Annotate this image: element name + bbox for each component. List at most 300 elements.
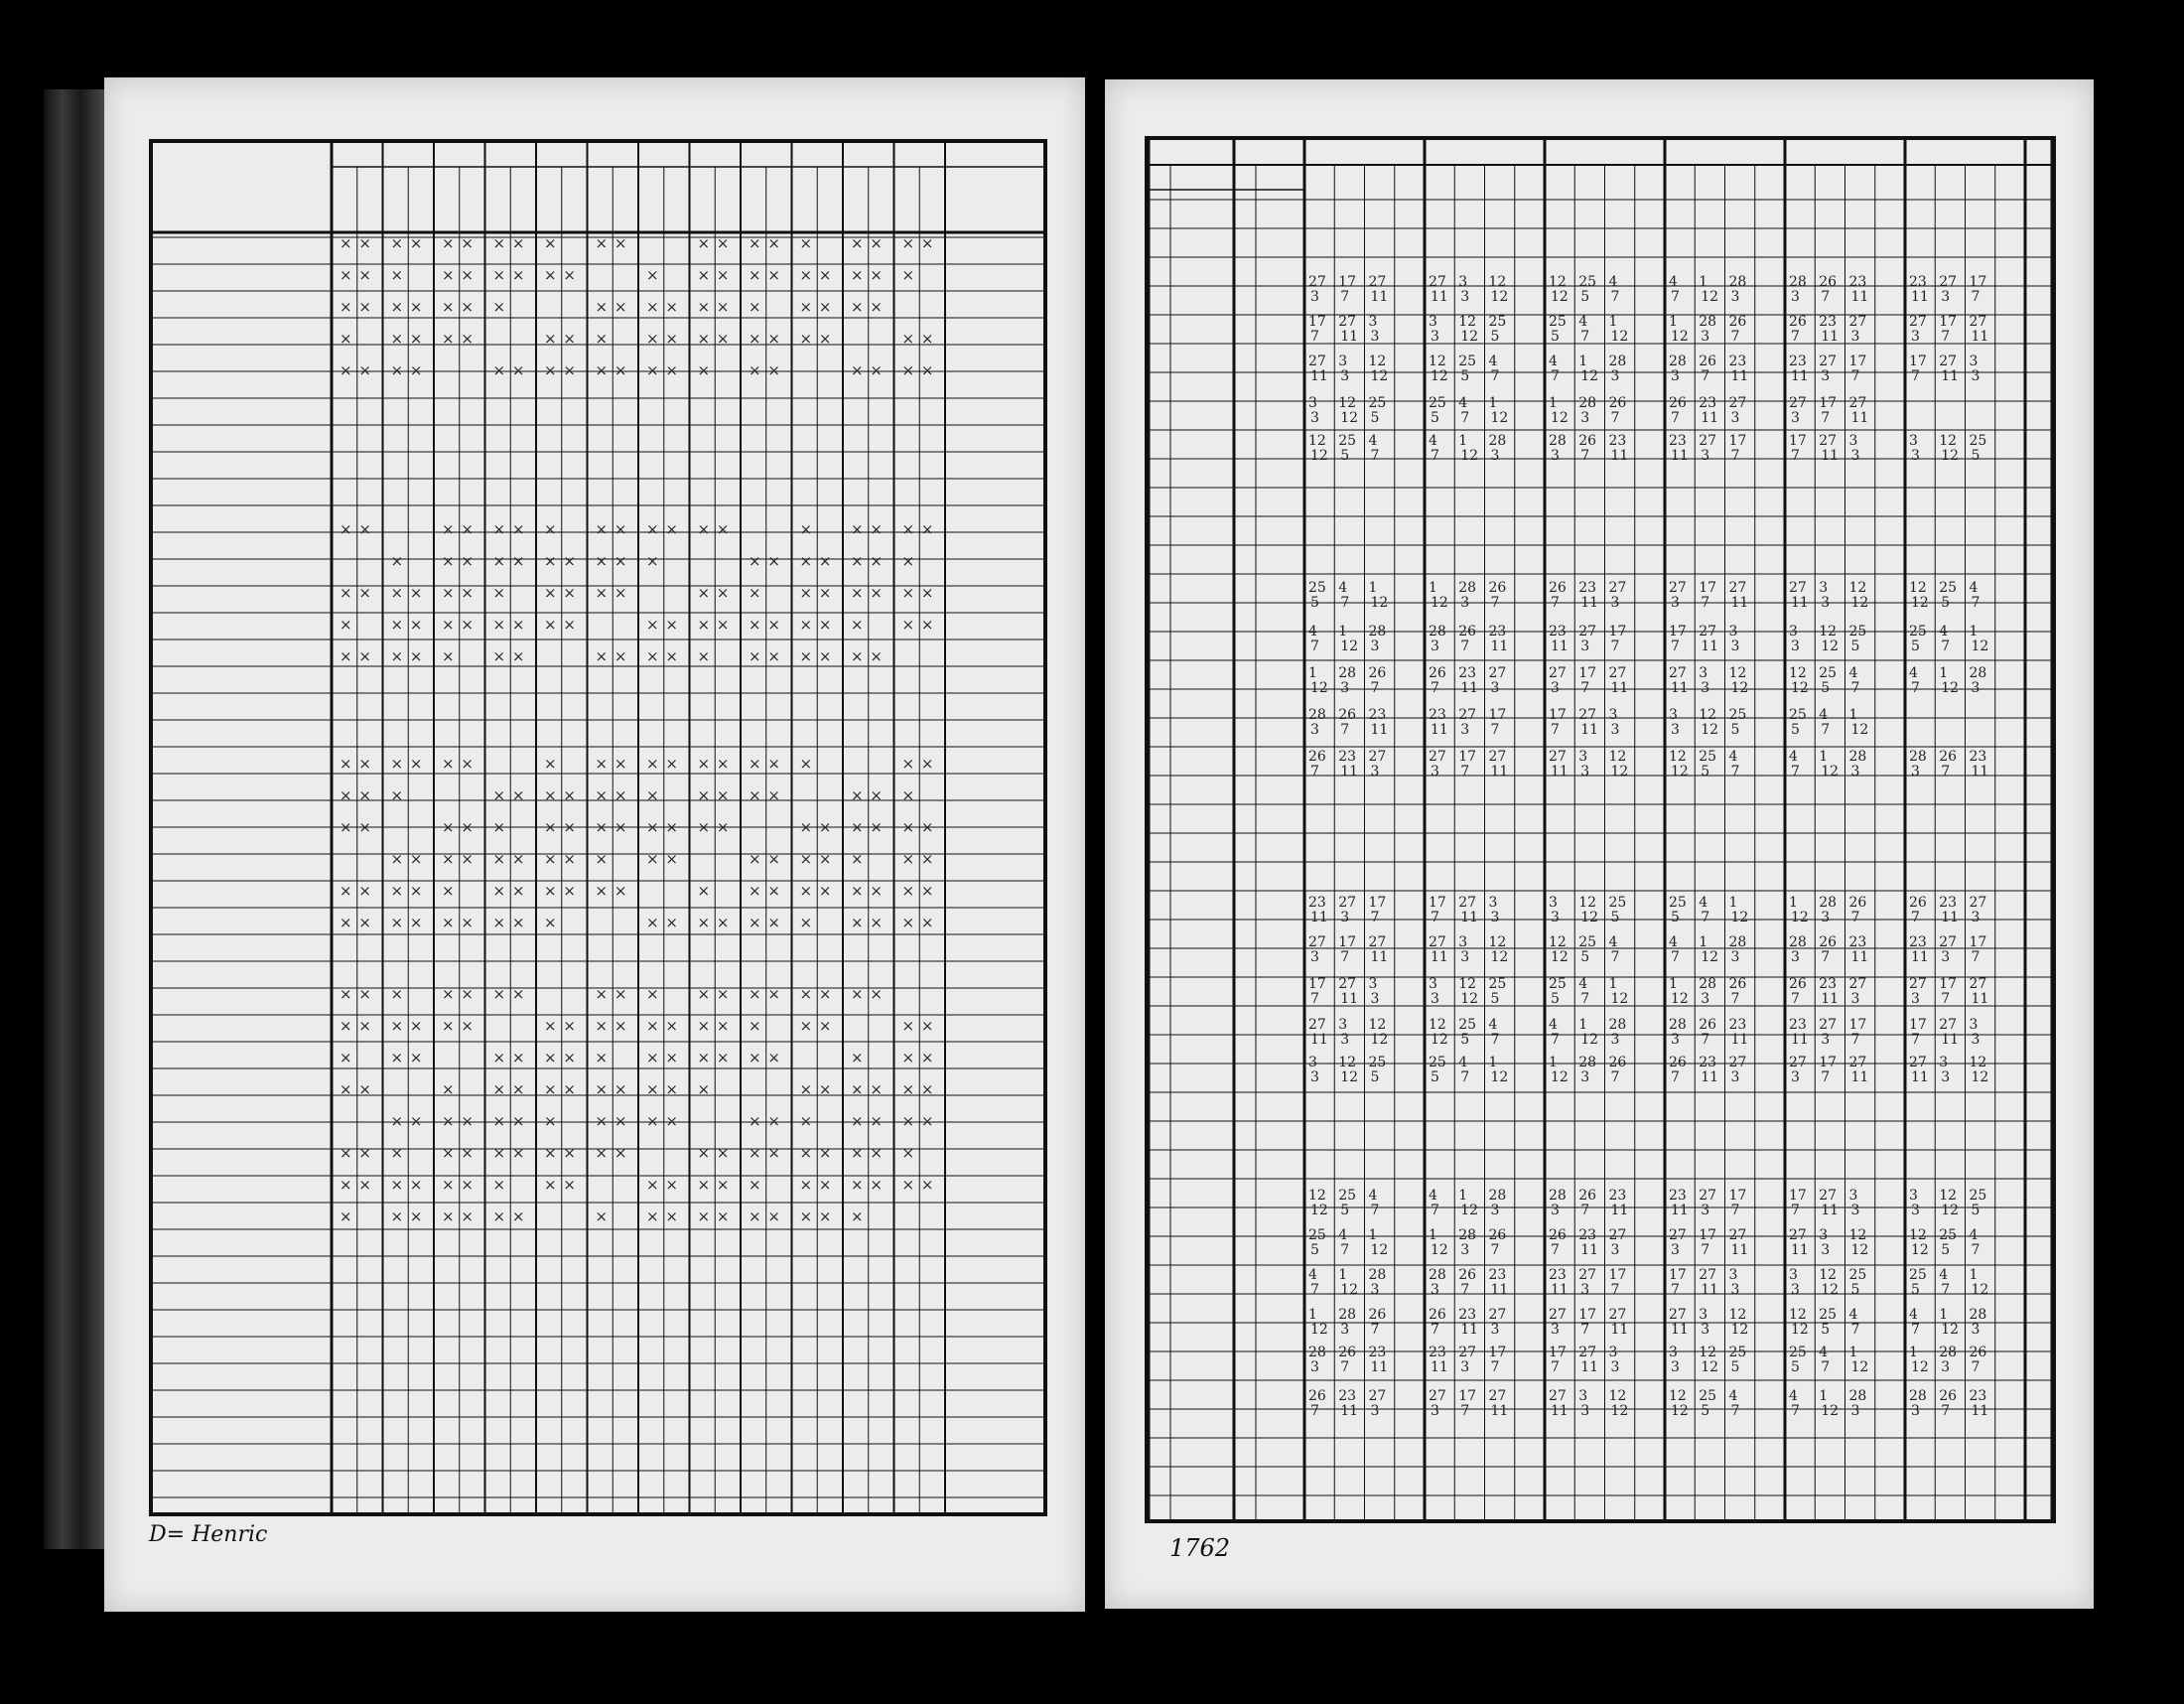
ledger-number: 7 (1850, 368, 1860, 384)
ledger-number: 23 (1669, 1188, 1687, 1204)
ledger-number: 3 (1821, 1032, 1831, 1048)
ledger-number: 12 (1551, 949, 1569, 965)
tally-mark: × × (749, 1144, 781, 1162)
ledger-number: 11 (1821, 1203, 1840, 1218)
ledger-number: 17 (1368, 895, 1387, 911)
ledger-number: 27 (1848, 395, 1867, 411)
ledger-number: 3 (1821, 1242, 1831, 1258)
ledger-number: 11 (1431, 949, 1448, 965)
ledger-number: 12 (1608, 749, 1627, 765)
ledger-number: 3 (1791, 1282, 1800, 1298)
ledger-number: 3 (1728, 1267, 1738, 1283)
ledger-number: 3 (1730, 410, 1740, 426)
ledger-number: 4 (1458, 395, 1468, 411)
ledger-number: 1 (1699, 274, 1708, 290)
tally-mark: ⨯ ⨯ (749, 1207, 781, 1225)
ledger-number: 12 (1338, 395, 1357, 411)
ledger-number: 26 (1909, 895, 1927, 911)
ledger-number: 23 (1728, 354, 1747, 369)
ledger-number: 3 (1911, 764, 1920, 780)
ledger-number: 12 (1941, 680, 1960, 696)
ledger-number: 7 (1340, 1242, 1350, 1258)
tally-mark: × ⨯ (799, 616, 833, 634)
ledger-number: 7 (1580, 991, 1590, 1007)
ledger-number: 3 (1819, 1227, 1829, 1243)
tally-mark: × ⨯ (799, 330, 833, 348)
ledger-number: 4 (1789, 1388, 1798, 1404)
tally-mark: × ⨯ (492, 1112, 526, 1130)
ledger-number: 1 (1549, 395, 1558, 411)
ledger-number: 25 (1608, 895, 1627, 911)
ledger-number: 5 (1310, 595, 1319, 611)
ledger-number: 27 (1728, 580, 1747, 596)
tally-mark: × × (492, 985, 526, 1003)
ledger-number: 17 (1608, 1267, 1627, 1283)
ledger-number: 11 (1730, 1242, 1749, 1258)
ledger-number: 12 (1431, 1242, 1448, 1258)
ledger-number: 11 (1971, 329, 1989, 345)
ledger-number: 3 (1610, 722, 1620, 738)
ledger-number: 3 (1909, 1188, 1918, 1204)
ledger-number: 7 (1850, 680, 1860, 696)
ledger-number: 12 (1909, 580, 1927, 596)
ledger-number: 11 (1701, 1069, 1719, 1085)
ledger-number: 28 (1458, 1227, 1477, 1243)
ledger-number: 1 (1909, 1345, 1918, 1360)
ledger-number: 4 (1549, 1017, 1558, 1033)
ledger-number: 3 (1821, 368, 1831, 384)
ledger-number: 7 (1671, 1282, 1680, 1298)
ledger-number: 27 (1789, 1055, 1807, 1070)
ledger-number: 7 (1580, 1322, 1590, 1338)
tally-mark: × × (595, 818, 628, 836)
tally-mark: × × (595, 1017, 628, 1035)
ledger-number: 7 (1431, 448, 1439, 464)
ledger-number: 28 (1789, 934, 1807, 950)
ledger-number: 7 (1370, 1203, 1380, 1218)
ledger-number: 27 (1578, 1267, 1597, 1283)
ledger-number: 11 (1580, 1359, 1599, 1375)
ledger-number: 7 (1340, 949, 1350, 965)
tally-mark: × ⨯ (595, 985, 628, 1003)
ledger-number: 7 (1580, 1203, 1590, 1218)
ledger-number: 7 (1370, 448, 1380, 464)
ledger-number: 12 (1338, 1055, 1357, 1070)
ledger-number: 7 (1580, 329, 1590, 345)
ledger-number: 1 (1848, 707, 1858, 723)
ledger-number: 25 (1939, 1227, 1958, 1243)
ledger-number: 25 (1699, 1388, 1717, 1404)
ledger-number: 23 (1458, 1307, 1477, 1323)
ledger-number: 25 (1969, 433, 1987, 449)
ledger-number: 23 (1608, 1188, 1627, 1204)
tally-mark: × ⨯ (442, 1017, 475, 1035)
ledger-number: 11 (1671, 448, 1689, 464)
ledger-number: 11 (1730, 1032, 1749, 1048)
ledger-number: 3 (1610, 368, 1620, 384)
ledger-number: 3 (1310, 949, 1319, 965)
tally-mark: ⨯ (901, 1144, 916, 1162)
ledger-number: 26 (1429, 1307, 1446, 1323)
ledger-number: 17 (1848, 1017, 1867, 1033)
ledger-number: 4 (1308, 624, 1317, 639)
ledger-number: 12 (1549, 934, 1567, 950)
ledger-number: 3 (1730, 639, 1740, 654)
ledger-number: 3 (1431, 764, 1439, 780)
ledger-number: 7 (1701, 910, 1710, 925)
ledger-number: 3 (1850, 448, 1860, 464)
tally-mark: × ⨯ (697, 818, 731, 836)
ledger-number: 23 (1939, 895, 1958, 911)
ledger-number: 4 (1488, 354, 1498, 369)
tally-mark: ⨯ (749, 1017, 762, 1035)
ledger-number: 26 (1939, 1388, 1958, 1404)
tally-mark: × × (442, 985, 475, 1003)
tally-mark: × ⨯ (901, 1080, 935, 1098)
ledger-number: 3 (1370, 329, 1380, 345)
ledger-number: 3 (1911, 329, 1920, 345)
ledger-number: 7 (1971, 949, 1980, 965)
ledger-number: 3 (1549, 895, 1558, 911)
tally-mark: × × (340, 520, 372, 538)
tally-mark: × × (340, 234, 372, 252)
ledger-number: 3 (1730, 1282, 1740, 1298)
ledger-number: 12 (1610, 991, 1629, 1007)
ledger-number: 3 (1340, 910, 1350, 925)
ledger-number: 27 (1969, 895, 1987, 911)
ledger-number: 26 (1549, 580, 1567, 596)
tally-mark: ⨯ ⨯ (595, 361, 628, 379)
ledger-number: 27 (1939, 1017, 1958, 1033)
ledger-number: 28 (1488, 1188, 1507, 1204)
ledger-number: 23 (1669, 433, 1687, 449)
ledger-number: 12 (1699, 1345, 1717, 1360)
ledger-number: 5 (1971, 1203, 1980, 1218)
tally-mark: ⨯ (646, 985, 660, 1003)
ledger-number: 3 (1370, 1282, 1380, 1298)
ledger-number: 1 (1819, 749, 1829, 765)
ledger-number: 17 (1458, 1388, 1477, 1404)
ledger-number: 3 (1850, 1203, 1860, 1218)
ledger-number: 12 (1671, 329, 1689, 345)
ledger-number: 28 (1819, 895, 1838, 911)
ledger-number: 4 (1848, 665, 1858, 681)
tally-mark: × ⨯ (492, 520, 526, 538)
tally-mark: × × (646, 520, 679, 538)
ledger-number: 25 (1939, 580, 1958, 596)
ledger-number: 17 (1819, 395, 1838, 411)
ledger-number: 27 (1819, 1017, 1838, 1033)
ledger-number: 28 (1728, 934, 1747, 950)
ledger-number: 27 (1939, 934, 1958, 950)
tally-mark: × × (646, 914, 679, 931)
tally-mark: × × (646, 1112, 679, 1130)
ledger-number: 4 (1338, 1227, 1348, 1243)
ledger-number: 12 (1671, 991, 1689, 1007)
ledger-number: 12 (1671, 764, 1689, 780)
ledger-number: 3 (1971, 1032, 1980, 1048)
ledger-number: 12 (1850, 1359, 1869, 1375)
ledger-number: 28 (1608, 354, 1627, 369)
ledger-number: 25 (1429, 1055, 1446, 1070)
ledger-number: 11 (1310, 910, 1328, 925)
tally-mark: ⨯ (544, 914, 558, 931)
ledger-number: 26 (1338, 1345, 1357, 1360)
ledger-number: 23 (1819, 314, 1838, 330)
ledger-number: 25 (1308, 580, 1326, 596)
ledger-number: 1 (1549, 1055, 1558, 1070)
tally-mark: × × (851, 1112, 884, 1130)
tally-mark: ⨯ (646, 552, 660, 570)
ledger-number: 12 (1701, 722, 1719, 738)
tally-mark: × ⨯ (697, 1017, 731, 1035)
ledger-number: 23 (1429, 707, 1446, 723)
ledger-number: 17 (1669, 624, 1687, 639)
tally-mark: ⨯ ⨯ (544, 266, 577, 284)
ledger-number: 3 (1671, 1242, 1680, 1258)
ledger-number: 23 (1909, 934, 1927, 950)
tally-mark: ⨯ (492, 584, 507, 602)
ledger-number: 5 (1460, 1032, 1470, 1048)
footer-name: D= Henric (149, 1522, 268, 1547)
ledger-number: 5 (1370, 1069, 1380, 1085)
ledger-table-frame (1145, 136, 2056, 1523)
ledger-number: 7 (1971, 595, 1980, 611)
tally-mark: × ⨯ (646, 361, 679, 379)
tally-mark: ⨯ (749, 298, 762, 316)
ledger-number: 28 (1458, 580, 1477, 596)
ledger-number: 12 (1728, 665, 1747, 681)
tally-mark: × × (340, 1017, 372, 1035)
ledger-number: 4 (1338, 580, 1348, 596)
tally-mark: × × (697, 266, 731, 284)
tally-mark: × × (646, 755, 679, 773)
tally-mark: × × (697, 1049, 731, 1066)
ledger-number: 12 (1669, 1388, 1687, 1404)
tally-mark: ⨯ ⨯ (390, 1017, 424, 1035)
ledger-number: 3 (1971, 910, 1980, 925)
ledger-number: 17 (1488, 707, 1507, 723)
ledger-number: 12 (1730, 680, 1749, 696)
tally-mark: × × (390, 850, 424, 868)
tally-mark: × ⨯ (544, 616, 577, 634)
ledger-number: 11 (1431, 1359, 1448, 1375)
ledger-number: 23 (1819, 976, 1838, 992)
ledger-number: 7 (1730, 329, 1740, 345)
ledger-number: 11 (1821, 448, 1840, 464)
ledger-number: 4 (1368, 433, 1378, 449)
ledger-number: 12 (1310, 680, 1328, 696)
ledger-number: 5 (1941, 1242, 1951, 1258)
ledger-number: 27 (1699, 624, 1717, 639)
ledger-number: 4 (1549, 354, 1558, 369)
tally-mark: ⨯ (901, 552, 916, 570)
ledger-number: 7 (1551, 722, 1560, 738)
ledger-number: 27 (1578, 707, 1597, 723)
ledger-number: 26 (1848, 895, 1867, 911)
ledger-number: 5 (1580, 949, 1590, 965)
ledger-number: 23 (1789, 1017, 1807, 1033)
tally-mark: ⨯ ⨯ (646, 298, 679, 316)
ledger-number: 7 (1460, 1403, 1470, 1419)
tally-mark: ⨯ ⨯ (390, 298, 424, 316)
tally-mark: × × (646, 616, 679, 634)
ledger-number: 4 (1608, 934, 1618, 950)
ledger-number: 17 (1969, 934, 1987, 950)
ledger-number: 3 (1431, 991, 1439, 1007)
ledger-number: 23 (1488, 624, 1507, 639)
ledger-number: 3 (1490, 448, 1500, 464)
ledger-number: 5 (1791, 1359, 1800, 1375)
ledger-number: 12 (1580, 1032, 1599, 1048)
book-spine (44, 89, 105, 1549)
ledger-number: 7 (1431, 910, 1439, 925)
ledger-number: 12 (1308, 433, 1326, 449)
ledger-number: 12 (1429, 354, 1446, 369)
ledger-number: 7 (1850, 1322, 1860, 1338)
ledger-number: 1 (1429, 580, 1437, 596)
tally-mark: × ⨯ (544, 850, 577, 868)
ledger-number: 3 (1821, 910, 1831, 925)
ledger-number: 7 (1551, 1032, 1560, 1048)
ledger-number: 23 (1578, 580, 1597, 596)
ledger-number: 3 (1791, 1069, 1800, 1085)
ledger-number: 17 (1338, 934, 1357, 950)
ledger-number: 23 (1429, 1345, 1446, 1360)
ledger-number: 12 (1850, 1242, 1869, 1258)
ledger-number: 5 (1431, 410, 1439, 426)
ledger-number: 3 (1671, 595, 1680, 611)
tally-mark: ⨯ (390, 266, 405, 284)
tally-mark: × × (442, 330, 475, 348)
ledger-number: 7 (1671, 1069, 1680, 1085)
ledger-number: 7 (1310, 329, 1319, 345)
ledger-number: 7 (1791, 764, 1800, 780)
ledger-number: 7 (1490, 368, 1500, 384)
ledger-number: 11 (1490, 764, 1509, 780)
ledger-number: 3 (1551, 680, 1560, 696)
ledger-number: 26 (1608, 1055, 1627, 1070)
ledger-number: 3 (1791, 410, 1800, 426)
ledger-number: 7 (1911, 368, 1920, 384)
ledger-number: 26 (1458, 1267, 1477, 1283)
tally-mark: × × (340, 298, 372, 316)
tally-mark: ⨯ (851, 850, 865, 868)
ledger-number: 11 (1850, 1069, 1869, 1085)
ledger-number: 23 (1488, 1267, 1507, 1283)
ledger-number: 12 (1911, 1242, 1929, 1258)
ledger-number: 7 (1580, 680, 1590, 696)
ledger-number: 3 (1610, 1359, 1620, 1375)
tally-mark: ⨯ ⨯ (749, 616, 781, 634)
ledger-number: 3 (1310, 1069, 1319, 1085)
ledger-number: 5 (1671, 910, 1680, 925)
ledger-number: 7 (1610, 949, 1620, 965)
ledger-number: 5 (1701, 764, 1710, 780)
ledger-number: 12 (1911, 595, 1929, 611)
ledger-number: 17 (1789, 1188, 1807, 1204)
tally-mark: × × (390, 755, 424, 773)
ledger-number: 12 (1370, 1242, 1389, 1258)
footer-year: 1762 (1169, 1534, 1231, 1562)
ledger-number: 28 (1308, 707, 1326, 723)
ledger-number: 11 (1610, 448, 1629, 464)
ledger-number: 12 (1791, 910, 1809, 925)
ledger-number: 27 (1728, 1227, 1747, 1243)
ledger-number: 1 (1939, 1307, 1949, 1323)
ledger-number: 3 (1969, 354, 1979, 369)
ledger-number: 3 (1701, 1203, 1710, 1218)
ledger-number: 3 (1671, 368, 1680, 384)
tally-mark: ⨯ ⨯ (749, 850, 781, 868)
ledger-number: 27 (1699, 433, 1717, 449)
ledger-number: 3 (1310, 1359, 1319, 1375)
tally-mark: ⨯ ⨯ (697, 755, 731, 773)
tally-mark: × × (544, 361, 577, 379)
ledger-number: 12 (1939, 1188, 1958, 1204)
ledger-number: 25 (1728, 707, 1747, 723)
ledger-number: 3 (1460, 949, 1470, 965)
tally-mark: ⨯ ⨯ (340, 882, 372, 900)
ledger-number: 26 (1699, 354, 1717, 369)
ledger-number: 1 (1308, 665, 1317, 681)
ledger-number: 5 (1551, 329, 1560, 345)
ledger-number: 4 (1429, 1188, 1437, 1204)
ledger-number: 28 (1699, 976, 1717, 992)
ledger-number: 3 (1578, 749, 1588, 765)
tally-mark: × ⨯ (390, 361, 424, 379)
ledger-number: 23 (1699, 1055, 1717, 1070)
ledger-number: 11 (1551, 1282, 1569, 1298)
ledger-number: 23 (1969, 749, 1987, 765)
ledger-number: 27 (1669, 665, 1687, 681)
ledger-number: 12 (1460, 991, 1479, 1007)
tally-mark: × ⨯ (851, 266, 884, 284)
ledger-number: 3 (1850, 764, 1860, 780)
ledger-number: 3 (1911, 448, 1920, 464)
ledger-number: 12 (1340, 410, 1359, 426)
tally-mark: ⨯ (442, 882, 456, 900)
ledger-number: 11 (1340, 329, 1359, 345)
ledger-number: 27 (1368, 934, 1387, 950)
tally-mark: × × (340, 1176, 372, 1194)
ledger-number: 17 (1939, 976, 1958, 992)
tally-mark: ⨯ ⨯ (799, 985, 833, 1003)
ledger-number: 7 (1941, 329, 1951, 345)
ledger-number: 23 (1549, 624, 1567, 639)
tally-mark: ⨯ ⨯ (799, 1144, 833, 1162)
ledger-number: 7 (1671, 410, 1680, 426)
ledger-number: 17 (1789, 433, 1807, 449)
ledger-number: 12 (1578, 895, 1597, 911)
ledger-number: 3 (1789, 624, 1798, 639)
ledger-number: 28 (1909, 1388, 1927, 1404)
tally-mark: × ⨯ (646, 647, 679, 665)
tally-mark: ⨯ ⨯ (901, 1176, 935, 1194)
tally-mark: ⨯ ⨯ (749, 1049, 781, 1066)
ledger-number: 5 (1340, 1203, 1350, 1218)
ledger-number: 4 (1819, 1345, 1829, 1360)
ledger-number: 3 (1368, 976, 1378, 992)
ledger-number: 7 (1580, 448, 1590, 464)
tally-mark: ⨯ ⨯ (492, 616, 526, 634)
ledger-number: 11 (1310, 1032, 1328, 1048)
ledger-number: 4 (1848, 1307, 1858, 1323)
tally-mark: × × (595, 298, 628, 316)
ledger-number: 3 (1701, 329, 1710, 345)
tally-mark: ⨯ (544, 1112, 558, 1130)
ledger-number: 27 (1488, 1307, 1507, 1323)
